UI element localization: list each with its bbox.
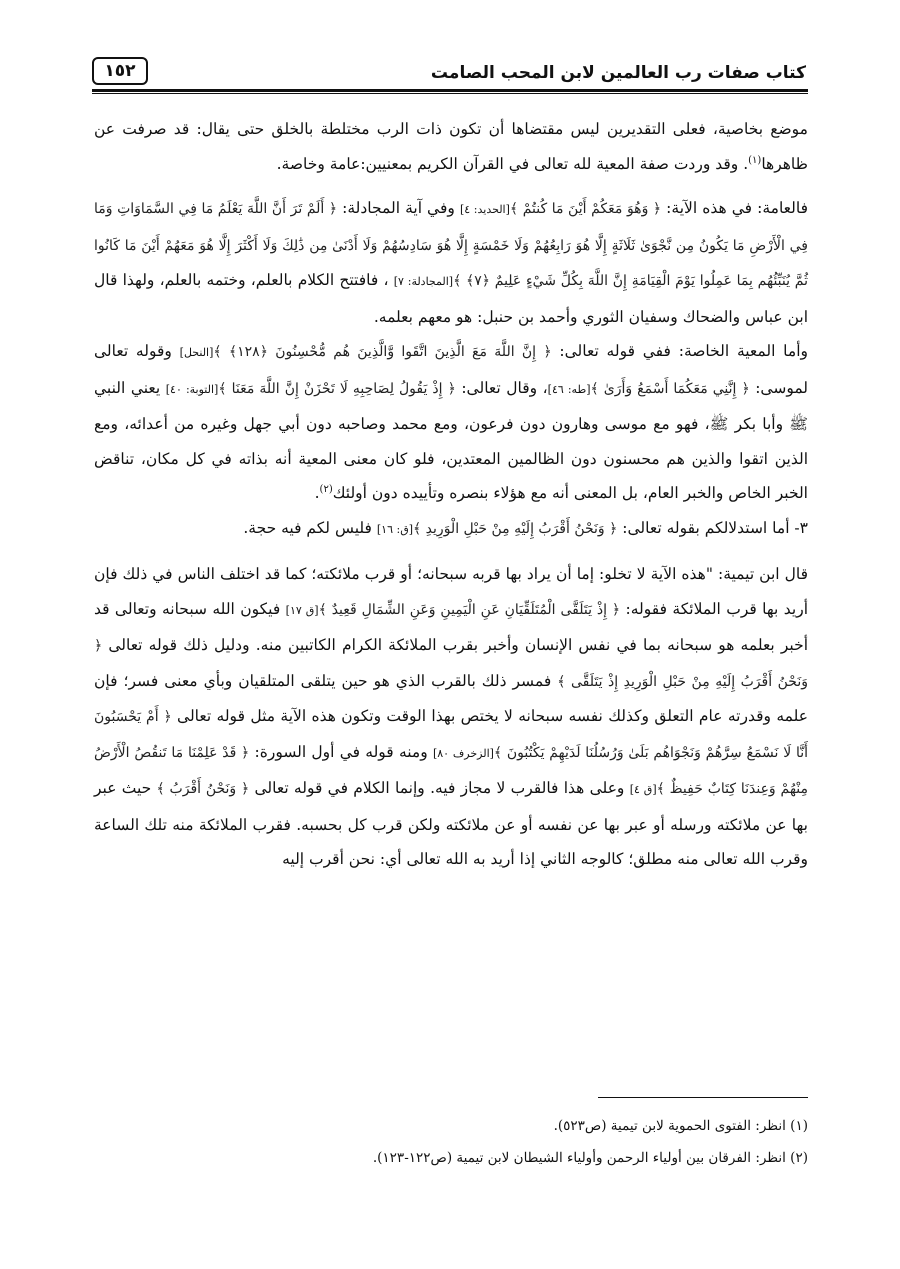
paragraph-gap: [94, 181, 808, 191]
paragraph-5-text-a: قال ابن تيمية: "هذه الآية لا تخلو: إما أن يراد بها قربه سبحانه؛ أو قرب ملائكته؛ كما قد اختلف الناس في ذلك فإن أريد بها قرب الملائكة فقوله:: [94, 565, 808, 618]
paragraph-4-text-a: ٣- أما استدلالكم بقوله تعالى:: [617, 518, 808, 537]
quran-verse: ﴿ إِنَّ اللَّهَ مَعَ الَّذِينَ اتَّقَوا وَّالَّذِينَ هُم مُّحْسِنُونَ ﴿١٢٨﴾ ﴾: [213, 344, 552, 360]
book-title: كتاب صفات رب العالمين لابن المحب الصامت: [430, 63, 806, 83]
paragraph-gap: [94, 547, 808, 557]
page-number: ١٥٢: [92, 57, 148, 85]
verse-reference: [التوبة: ٤٠]: [165, 382, 219, 396]
footnotes: [94, 1110, 808, 1174]
paragraph-3-tail: .: [314, 484, 320, 502]
verse-reference: [المجادلة: ٧]: [393, 275, 454, 288]
verse-reference: [ق ٤]: [629, 783, 657, 796]
verse-reference: [النحل]: [179, 346, 214, 359]
quran-verse: ﴿ أَمْ يَحْسَبُونَ أَنَّا لَا نَسْمَعُ سِرَّهُمْ وَنَجْوَاهُم بَلَىٰ وَرُسُلُنَا لَدَيْهِمْ يَكْتُبُونَ ﴾: [94, 709, 808, 761]
paragraph-5-text-c: فمسر ذلك بالقرب الذي هو حين يتلقى المتلقيان وبأي معنى فسر؛ فإن علمه وقدرته عام التعلق وكذلك نفسه سبحانه لا يختص بهذا الوقت وتكون هذه الآية مثل قوله تعالى: [94, 671, 808, 725]
verse-reference: [الحديد: ٤]: [459, 203, 510, 216]
paragraph-5: [94, 557, 808, 877]
quran-verse: ﴿ قَدْ عَلِمْنَا مَا تَنقُصُ الْأَرْضُ مِنْهُمْ وَعِندَنَا كِتَابٌ حَفِيظٌ ﴾: [94, 744, 808, 797]
paragraph-2-text-a: فالعامة: في هذه الآية:: [661, 199, 808, 217]
verse-reference: [طه: ٤٦]: [547, 382, 591, 396]
paragraph-4: [94, 511, 808, 548]
page-header: [92, 57, 808, 89]
paragraph-3-text-a: وأما المعية الخاصة: ففي قوله تعالى:: [551, 342, 808, 360]
quran-verse: ﴿ إِنَّنِي مَعَكُمَا أَسْمَعُ وَأَرَىٰ ﴾: [590, 380, 750, 397]
paragraph-2-text-b: وفي آية المجادلة:: [337, 199, 460, 217]
verse-reference: [ق ١٧]: [285, 603, 319, 617]
paragraph-5-text-b: فيكون الله سبحانه وتعالى قد أخبر بعلمه هو سبحانه بما في نفس الإنسان وأخبر بقرب الملائكة الكرام الكاتبين منه. ودليل ذلك قوله تعالى: [94, 599, 808, 654]
paragraph-4-text-b: فليس لكم فيه حجة.: [243, 518, 377, 537]
header-divider: [92, 89, 808, 94]
paragraph-2: [94, 191, 808, 334]
verse-reference: [الزخرف ٨٠]: [432, 746, 494, 760]
paragraph-5-text-d: ومنه قوله في أول السورة:: [249, 742, 433, 761]
paragraph-1: [94, 112, 808, 181]
footnote-marker-2[interactable]: (٢): [319, 483, 333, 495]
paragraph-5-text-e: وعلى هذا فالقرب لا مجاز فيه. وإنما الكلام في قوله تعالى: [249, 779, 630, 797]
quran-verse: ﴿ إِذْ يَقُولُ لِصَاحِبِهِ لَا تَحْزَنْ إِنَّ اللَّهَ مَعَنَا ﴾: [218, 380, 456, 397]
verse-reference: [ق: ١٦]: [376, 522, 414, 536]
footnote-2: (٢) انظر: الفرقان بين أولياء الرحمن وأولياء الشيطان لابن تيمية (ص١٢٢-١٢٣).: [372, 1150, 808, 1166]
quran-verse: ﴿ أَلَمْ تَرَ أَنَّ اللَّهَ يَعْلَمُ مَا فِي السَّمَاوَاتِ وَمَا فِي الْأَرْضِ مَا يَكُونُ مِن نَّجْوَىٰ ثَلَاثَةٍ إِلَّا هُوَ رَابِعُهُمْ وَلَا خَمْسَةٍ إِلَّا هُوَ سَادِسُهُمْ وَلَا أَدْنَىٰ مِن ذَٰلِكَ وَلَا أَكْثَرَ إِلَّا هُوَ مَعَهُمْ أَيْنَ مَا كَانُوا ثُمَّ يُنَبِّئُهُم بِمَا عَمِلُوا يَوْمَ الْقِيَامَةِ إِنَّ اللَّهَ بِكُلِّ شَيْءٍ عَلِيمٌ ﴿٧﴾ ﴾: [94, 201, 808, 289]
main-text: [94, 112, 808, 877]
footnote-marker-1[interactable]: (١): [748, 154, 762, 166]
paragraph-3: [94, 334, 808, 511]
paragraph-3-text-c: ، وقال تعالى:: [455, 378, 548, 397]
paragraph-3-text-b: وقوله تعالى لموسى:: [94, 342, 809, 397]
paragraph-1-tail: . وقد وردت صفة المعية لله تعالى في القرآن الكريم بمعنيين:عامة وخاصة.: [276, 154, 749, 173]
paragraph-1-text: موضع بخاصية، فعلى التقديرين ليس مقتضاها أن تكون ذات الرب مختلطة بالخلق حتى يقال: قد صرفت عن ظاهرها: [94, 120, 808, 173]
quran-verse: ﴿ وَنَحْنُ أَقْرَبُ إِلَيْهِ مِنْ حَبْلِ الْوَرِيدِ ﴾: [413, 520, 618, 537]
footnote-1: (١) انظر: الفتوى الحموية لابن تيمية (ص٥٢٣).: [553, 1118, 808, 1134]
paragraph-3-text-d: يعني النبي ﷺ وأبا بكر ﷺ، فهو مع موسى وهارون دون فرعون، ومع محمد وصاحبه دون أبي جهل وغيره من أعدائه، ومع الذين اتقوا والذين هم محسنون دون الظالمين المعتدين، فلو كان معنى المعية أنه بذاته في كل مكان، تناقض الخبر الخاص والخبر العام، بل المعنى أنه مع هؤلاء بنصره وتأييده دون أولئك: [94, 378, 808, 502]
footnote-divider: [598, 1097, 808, 1098]
paragraph-2-text-c: ، فافتتح الكلام بالعلم، وختمه بالعلم، ولهذا قال ابن عباس والضحاك وسفيان الثوري وأحمد بن حنبل: هو معهم بعلمه.: [94, 271, 808, 326]
quran-verse: ﴿ إِذْ يَتَلَقَّى الْمُتَلَقِّيَانِ عَنِ الْيَمِينِ وَعَنِ الشِّمَالِ قَعِيدٌ ﴾: [318, 601, 621, 618]
paragraph-5-text-f: حيث عبر بها عن ملائكته ورسله أو عبر بها عن نفسه أو عن ملائكته ولكن قرب كل بحسبه. فقرب الملائكة منه تلك الساعة وقرب الله تعالى منه مطلق؛ كالوجه الثاني إذا أريد به الله تعالى أي: نحن أقرب إليه: [94, 779, 808, 868]
quran-verse: ﴿ وَنَحْنُ أَقْرَبُ ﴾: [156, 781, 250, 797]
quran-verse: ﴿ وَنَحْنُ أَقْرَبُ إِلَيْهِ مِنْ حَبْلِ الْوَرِيدِ إِذْ يَتَلَقَّى ﴾: [94, 638, 808, 690]
quran-verse: ﴿ وَهُوَ مَعَكُمْ أَيْنَ مَا كُنتُمْ ﴾: [509, 201, 662, 217]
